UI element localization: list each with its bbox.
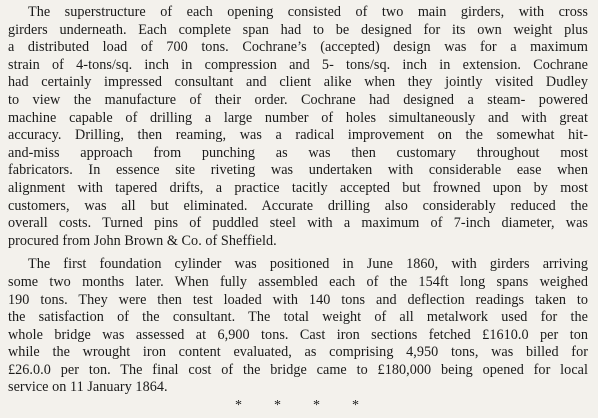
text-line: a distributed load of 700 tons. Cochrane’s (accepted) design was for a maximum <box>8 39 588 56</box>
text-line: 190 tons. They were then test loaded with 140 tons and deflection readings taken to <box>8 291 588 308</box>
text-line: service on 11 January 1864. <box>8 379 168 396</box>
body-text <box>8 4 588 397</box>
text-line: machine capable of drilling a large number of holes simultaneously and with great <box>8 109 588 126</box>
text-line: The superstructure of each opening consisted of two main girders, with cross <box>28 4 588 20</box>
text-line: some two months later. When fully assembled each of the 154ft long spans weighed <box>8 273 588 290</box>
text-line: alignment with tapered drifts, a practice tacitly accepted but frowned upon by most <box>8 179 588 196</box>
paragraph-1 <box>8 4 588 250</box>
paragraph-2 <box>8 256 588 397</box>
text-line: fabricators. In essence site riveting was undertaken with considerable ease when <box>8 162 588 179</box>
text-line: The first foundation cylinder was positioned in June 1860, with girders arriving <box>28 256 588 273</box>
text-line: to view the manufacture of their order. Cochrane had designed a steam- powered <box>8 91 588 108</box>
text-line: whole bridge was assessed at 6,900 tons. Cast iron sections fetched £1610.0 per ton <box>8 326 588 343</box>
text-line: £26.0.0 per ton. The final cost of the bridge came to £180,000 being opened for local <box>8 361 588 378</box>
separator-asterisk: * <box>274 398 281 413</box>
separator-asterisk: * <box>235 398 242 413</box>
text-line: had certainly impressed consultant and client alike when they jointly visited Dudley <box>8 74 588 91</box>
text-line: while the wrought iron content evaluated, as comprising 4,950 tons, was billed for <box>8 344 588 361</box>
text-line: girders underneath. Each complete span had to be designed for its own weight plus <box>8 21 588 38</box>
text-line: and-miss approach from punching as was then customary throughout most <box>8 144 588 161</box>
separator-asterisk: * <box>313 398 320 413</box>
separator-asterisk: * <box>352 398 359 413</box>
text-line: procured from John Brown & Co. of Sheffield. <box>8 232 277 249</box>
text-line: customers, was all but eliminated. Accurate drilling also considerably reduced the <box>8 197 588 214</box>
text-line: the satisfaction of the consultant. The total weight of all metalwork used for the <box>8 309 588 326</box>
text-line: strain of 4-tons/sq. inch in compression and 5- tons/sq. inch in extension. Cochrane <box>8 56 588 73</box>
text-line: overall costs. Turned pins of puddled steel with a maximum of 7-inch diameter, was <box>8 215 588 232</box>
text-line: accuracy. Drilling, then reaming, was a radical improvement on the somewhat hit- <box>8 127 588 144</box>
